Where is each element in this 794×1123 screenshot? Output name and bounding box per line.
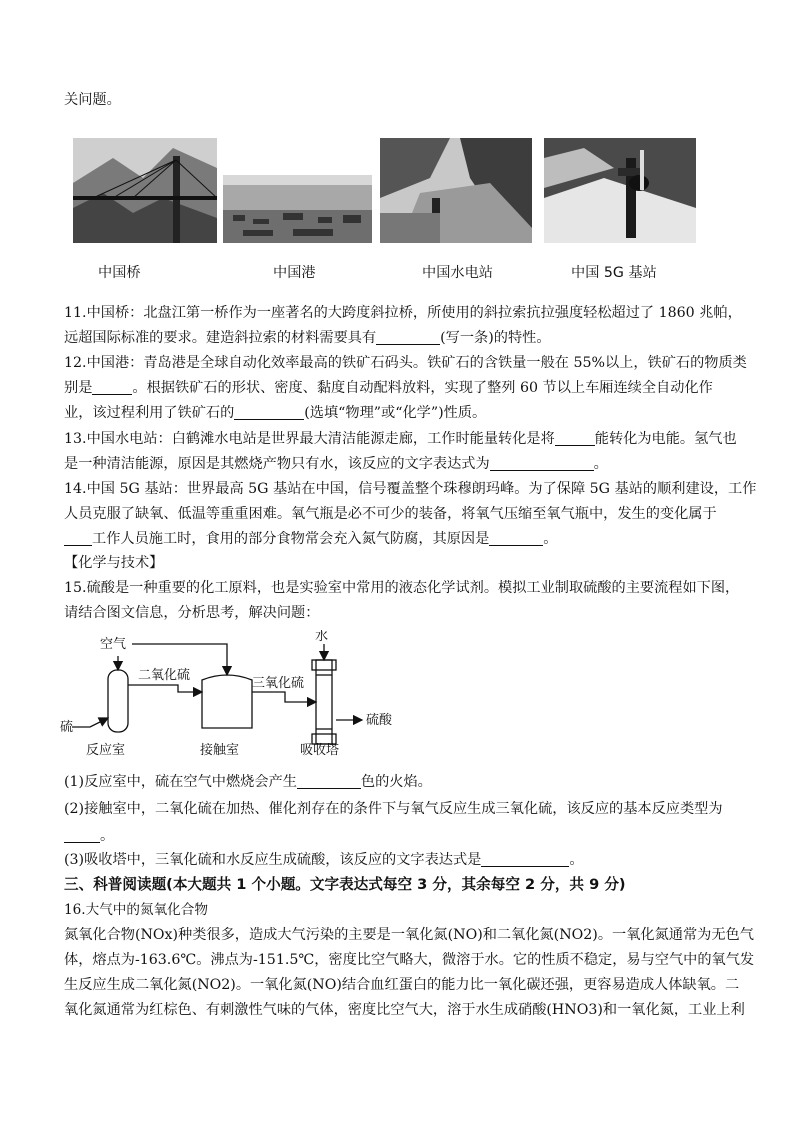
q15-2-reaction-type-blank[interactable]: [64, 826, 100, 843]
q15-1-flame-color-blank[interactable]: [297, 772, 361, 789]
hydropower-photo: [380, 138, 532, 243]
q15-2-line1: (2)接触室中，二氧化硫在加热、催化剂存在的条件下与氧气反应生成三氧化硫，该反应的基本反应类型为: [64, 801, 723, 817]
sulfuric-acid-flow-diagram: [60, 630, 420, 760]
q15-1-text-a: (1)反应室中，硫在空气中燃烧会产生: [64, 774, 297, 790]
section-3-heading: 三、科普阅读题(本大题共 1 个小题。文字表达式每空 3 分，其余每空 2 分，共 9 分): [64, 876, 626, 893]
q12-category-blank[interactable]: [92, 378, 132, 395]
q16-title: 16.大气中的氮氧化合物: [64, 902, 208, 918]
5g-base-station-photo: [544, 138, 696, 243]
q16-paragraph-line4: 氧化氮通常为红棕色、有刺激性气味的气体，密度比空气大，溶于水生成硝酸(HNO3)和一氧化氮，工业上利: [64, 1002, 745, 1018]
q14-reason-blank[interactable]: [489, 529, 543, 546]
q11-line1: 11.中国桥：北盘江第一桥作为一座著名的大跨度斜拉桥，所使用的斜拉索抗拉强度轻松超过了 1860 兆帕，: [64, 305, 742, 321]
q15-3-text-b: 。: [569, 852, 584, 868]
q12-line3: [64, 399, 734, 427]
q14-text-b: 。: [543, 531, 558, 547]
q15-1: [64, 768, 734, 796]
q12-line1: 12.中国港：青岛港是全球自动化效率最高的铁矿石码头。铁矿石的含铁量一般在 55%以上，铁矿石的物质类: [64, 355, 747, 371]
q13-text-c: 是一种清洁能源，原因是其燃烧产物只有水，该反应的文字表达式为: [64, 456, 490, 472]
intro-tail: 关问题。: [64, 92, 121, 108]
q12-line2: [64, 374, 734, 402]
label-reactor: 反应室: [86, 743, 126, 758]
q11-answer-blank[interactable]: [376, 328, 440, 345]
q13-equation-blank[interactable]: [490, 454, 594, 471]
label-so3: 三氧化硫: [252, 676, 305, 691]
label-absorber: 吸收塔: [300, 743, 340, 758]
photo-caption-hydropower: 中国水电站: [422, 265, 493, 281]
q14-change-blank[interactable]: [64, 529, 92, 546]
q11-text-b: (写一条)的特性。: [440, 330, 551, 346]
label-air: 空气: [100, 637, 127, 652]
label-water: 水: [315, 630, 329, 644]
label-so2: 二氧化硫: [138, 668, 191, 683]
q15-line2: 请结合图文信息，分析思考，解决问题：: [64, 605, 320, 621]
q13-text-b: 能转化为电能。氢气也: [594, 431, 737, 447]
q13-text-a: 13.中国水电站：白鹤滩水电站是世界最大清洁能源走廊，工作时能量转化是将: [64, 431, 555, 447]
port-photo: [223, 175, 372, 243]
q12-text-d: (选填“物理”或“化学”)性质。: [304, 405, 487, 421]
q13-text-d: 。: [593, 456, 608, 472]
photo-caption-5g: 中国 5G 基站: [571, 265, 657, 281]
q13-line2: [64, 450, 734, 478]
q14-text-a: 工作人员施工时，食用的部分食物常会充入氮气防腐，其原因是: [92, 531, 490, 547]
photo-caption-port: 中国港: [273, 265, 316, 281]
bridge-photo: [73, 138, 217, 243]
contact-chamber-vessel: [202, 675, 252, 728]
q15-3-equation-blank[interactable]: [481, 850, 569, 867]
q14-line1: 14.中国 5G 基站：世界最高 5G 基站在中国，信号覆盖整个珠穆朗玛峰。为了保障 5G 基站的顺利建设，工作: [64, 481, 757, 497]
q15-2-text-b: 。: [100, 828, 115, 844]
label-contact-chamber: 接触室: [200, 743, 240, 758]
reactor-vessel: [108, 670, 128, 732]
q15-line1: 15.硫酸是一种重要的化工原料，也是实验室中常用的液态化学试剂。模拟工业制取硫酸的主要流程如下图，: [64, 580, 740, 596]
photo-caption-bridge: 中国桥: [98, 265, 141, 281]
q13-energy-blank[interactable]: [555, 429, 595, 446]
q12-text-c: 业，该过程利用了铁矿石的: [64, 405, 235, 421]
q12-property-blank[interactable]: [234, 403, 304, 420]
q15-3: [64, 846, 734, 874]
q12-text-b: 。根据铁矿石的形状、密度、黏度自动配料放料，实现了整列 60 节以上车厢连续全自动化作: [132, 380, 713, 396]
q15-3-text-a: (3)吸收塔中，三氧化硫和水反应生成硫酸，该反应的文字表达式是: [64, 852, 482, 868]
section-chemistry-technology: 【化学与技术】: [64, 555, 164, 571]
q13-line1: [64, 425, 737, 453]
q15-1-text-b: 色的火焰。: [360, 774, 432, 790]
q12-text-a: 别是: [64, 380, 93, 396]
q14-line2: 人员克服了缺氧、低温等重重困难。氧气瓶是必不可少的装备，将氧气压缩至氧气瓶中，发生的变化属于: [64, 506, 717, 522]
q16-paragraph-line2: 体，熔点为-163.6℃。沸点为-151.5℃，密度比空气略大，微溶于水。它的性质不稳定，易与空气中的氧气发: [64, 952, 755, 968]
label-sulfur: 硫: [60, 720, 74, 735]
q11-text-a: 远超国际标准的要求。建造斜拉索的材料需要具有: [64, 330, 377, 346]
absorber-tower: [316, 660, 332, 744]
q16-paragraph-line3: 生反应生成二氧化氮(NO2)。一氧化氮(NO)结合血红蛋白的能力比一氧化碳还强，更容易造成人体缺氧。二: [64, 977, 740, 993]
q11-line2: [64, 324, 734, 352]
label-sulfuric-acid: 硫酸: [366, 713, 393, 728]
q16-paragraph-line1: 氮氧化合物(NOx)种类很多，造成大气污染的主要是一氧化氮(NO)和二氧化氮(NO2)。一氧化氮通常为无色气: [64, 927, 754, 943]
